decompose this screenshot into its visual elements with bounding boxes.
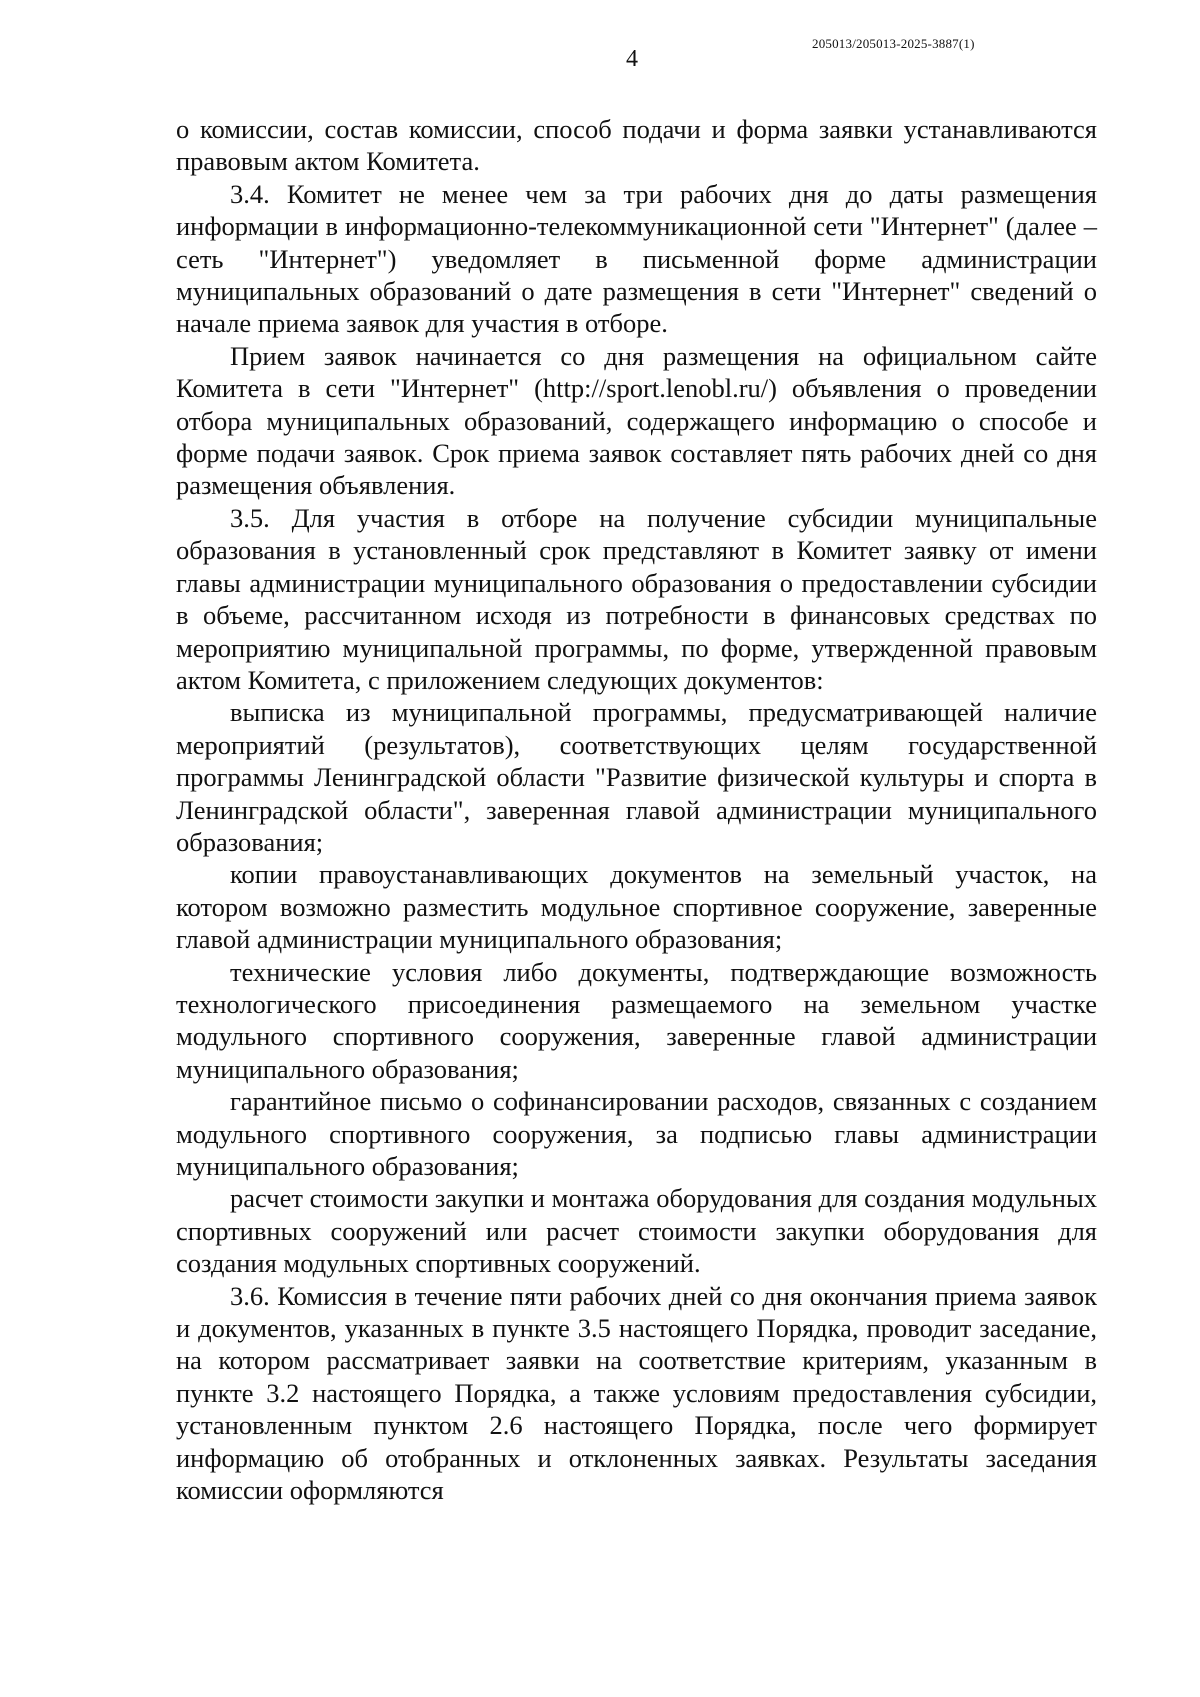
list-item-program-extract: выписка из муниципальной программы, предусматривающей наличие мероприятий (результатов), соответствующих целям государственной программы Ленинградской области "Развитие физической культуры и спорта в Ленинградской области", заверенная главой администрации муниципального образования; (176, 697, 1097, 857)
paragraph-3-6: 3.6. Комиссия в течение пяти рабочих дней со дня окончания приема заявок и документов, указанных в пункте 3.5 настоящего Порядка, проводит заседание, на котором рассматривает заявки на соответствие критериям, указанным в пункте 3.2 настоящего Порядка, а также условиям предоставления субсидии, установленным пунктом 2.6 настоящего Порядка, после чего формирует информацию об отобранных и отклоненных заявках. Результаты заседания комиссии оформляются (176, 1280, 1097, 1506)
paragraph-continuation: о комиссии, состав комиссии, способ подачи и форма заявки устанавливаются правовым актом Комитета. (176, 114, 1097, 177)
list-item-guarantee-letter: гарантийное письмо о софинансировании расходов, связанных с созданием модульного спортивного сооружения, за подписью главы администрации муниципального образования; (176, 1086, 1097, 1181)
paragraph-3-4: 3.4. Комитет не менее чем за три рабочих дня до даты размещения информации в информационно-телекоммуникационной сети "Интернет" (далее – сеть "Интернет") уведомляет в письменной форме администрации муниципальных образований о дате размещения в сети "Интернет" сведений о начале приема заявок для участия в отборе. (176, 178, 1097, 339)
page-number: 4 (626, 46, 638, 72)
document-body (176, 113, 1097, 1506)
paragraph-application-intake: Прием заявок начинается со дня размещения на официальном сайте Комитета в сети "Интернет" (http://sport.lenobl.ru/) объявления о проведении отбора муниципальных образований, содержащего информацию о способе и форме подачи заявок. Срок приема заявок составляет пять рабочих дней со дня размещения объявления. (176, 340, 1097, 501)
list-item-land-documents: копии правоустанавливающих документов на земельный участок, на котором возможно разместить модульное спортивное сооружение, заверенные главой администрации муниципального образования; (176, 859, 1097, 955)
list-item-technical-conditions: технические условия либо документы, подтверждающие возможность технологического присоединения размещаемого на земельном участке модульного спортивного сооружения, заверенные главой администрации муниципального образования; (176, 956, 1097, 1084)
document-id: 205013/205013-2025-3887(1) (812, 36, 975, 51)
list-item-cost-calculation: расчет стоимости закупки и монтажа оборудования для создания модульных спортивных сооружений или расчет стоимости закупки оборудования для создания модульных спортивных сооружений. (176, 1183, 1097, 1279)
paragraph-3-5: 3.5. Для участия в отборе на получение субсидии муниципальные образования в установленный срок представляют в Комитет заявку от имени главы администрации муниципального образования о предоставлении субсидии в объеме, рассчитанном исходя из потребности в финансовых средствах по мероприятию муниципальной программы, по форме, утвержденной правовым актом Комитета, с приложением следующих документов: (176, 502, 1097, 695)
